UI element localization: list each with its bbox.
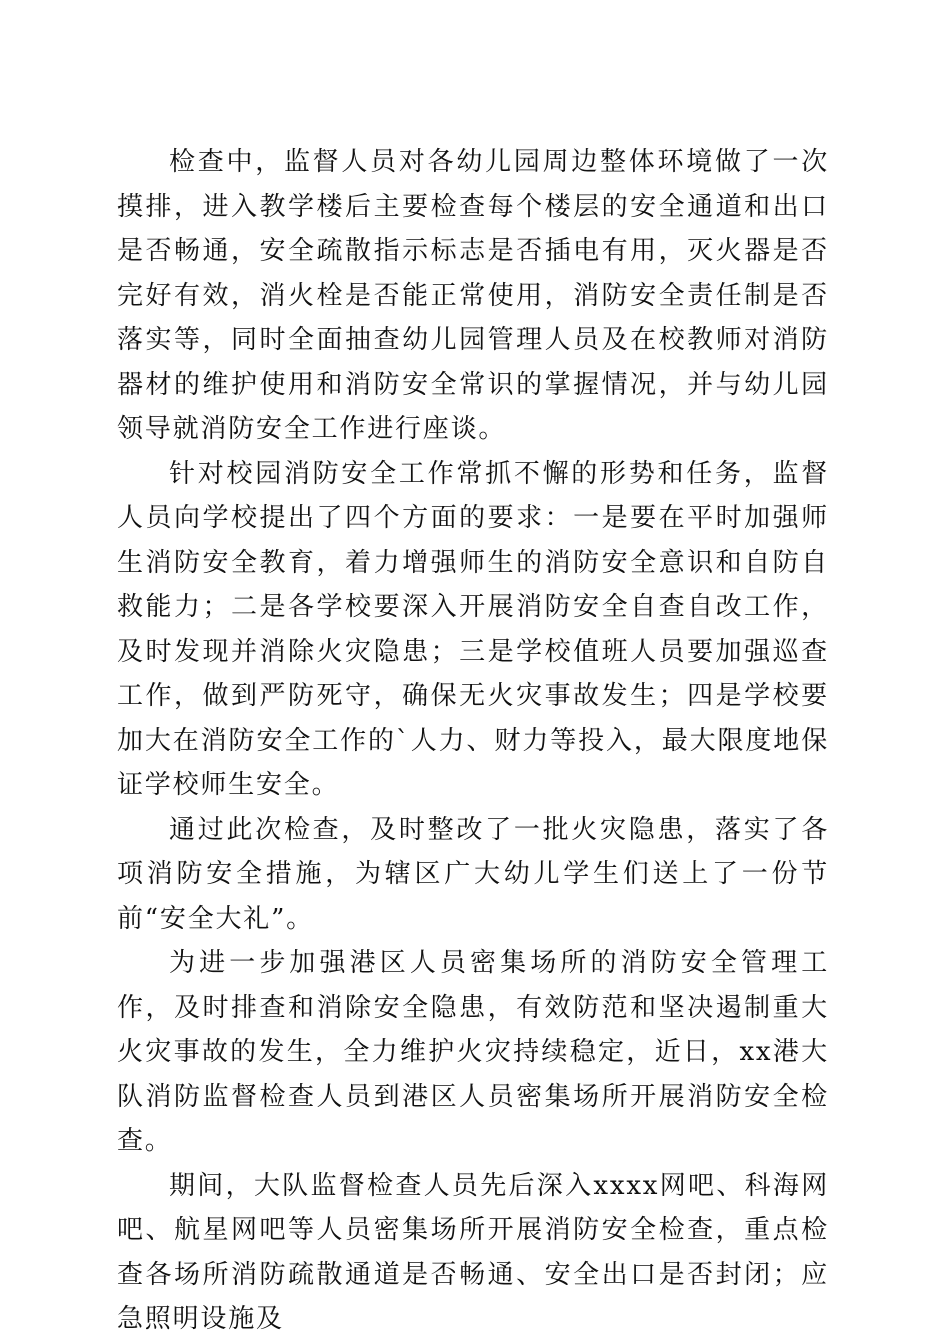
paragraph-inspection-details: 检查中，监督人员对各幼儿园周边整体环境做了一次摸排，进入教学楼后主要检查每个楼层的安全通道和出口是否畅通，安全疏散指示标志是否插电有用，灭火器是否完好有效，消火栓是否能正常使用，消防安全责任制是否落实等，同时全面抽查幼儿园管理人员及在校教师对消防器材的维护使用和消防安全常识的掌握情况，并与幼儿园领导就消防安全工作进行座谈。 (117, 147, 829, 444)
paragraph-port-inspection: 为进一步加强港区人员密集场所的消防安全管理工作，及时排查和消除安全隐患，有效防范和坚决遏制重大火灾事故的发生，全力维护火灾持续稳定，近日，xx港大队消防监督检查人员到港区人员密集场所开展消防安全检查。 (117, 948, 829, 1156)
document-body (117, 140, 829, 1342)
paragraph-internet-cafe-inspection: 期间，大队监督检查人员先后深入xxxx网吧、科海网吧、航星网吧等人员密集场所开展消防安全检查，重点检查各场所消防疏散通道是否畅通、安全出口是否封闭；应急照明设施及 (117, 1170, 829, 1334)
paragraph-inspection-result: 通过此次检查，及时整改了一批火灾隐患，落实了各项消防安全措施，为辖区广大幼儿学生们送上了一份节前“安全大礼”。 (117, 814, 829, 934)
paragraph-school-requirements: 针对校园消防安全工作常抓不懈的形势和任务，监督人员向学校提出了四个方面的要求：一是要在平时加强师生消防安全教育，着力增强师生的消防安全意识和自防自救能力；二是各学校要深入开展消防安全自查自改工作，及时发现并消除火灾隐患；三是学校值班人员要加强巡查工作，做到严防死守，确保无火灾事故发生；四是学校要加大在消防安全工作的`人力、财力等投入，最大限度地保证学校师生安全。 (117, 458, 829, 800)
